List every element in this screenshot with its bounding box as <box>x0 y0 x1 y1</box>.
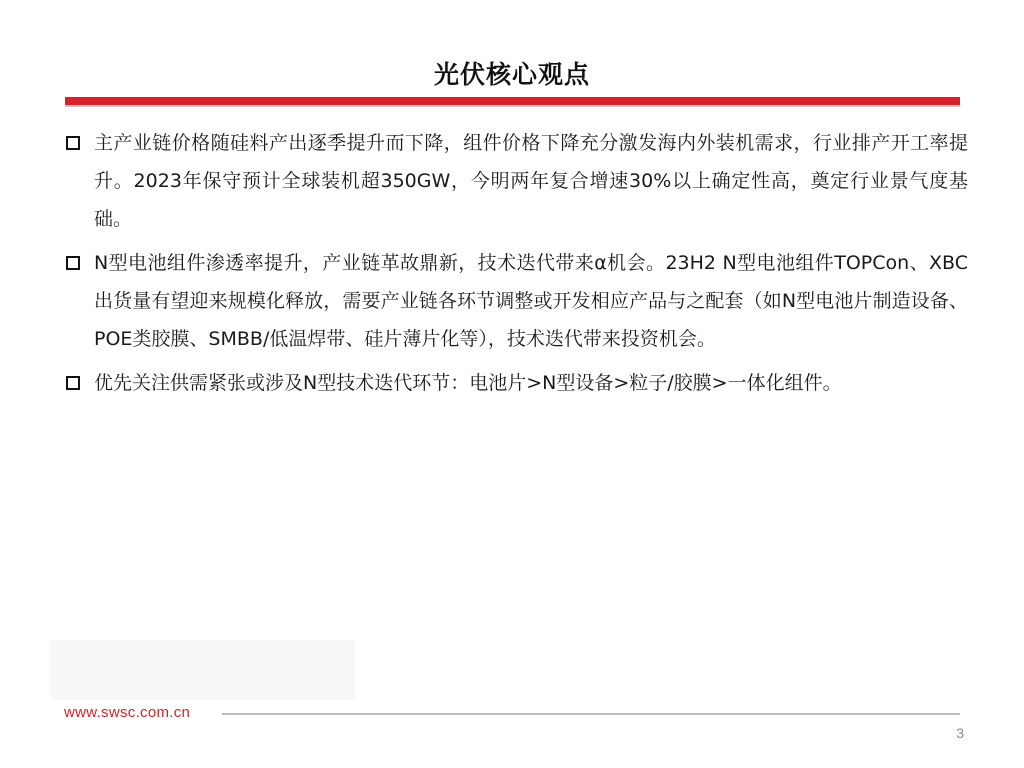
title-divider <box>65 97 960 105</box>
square-bullet-icon <box>66 376 80 390</box>
key-point-text: 优先关注供需紧张或涉及N型技术迭代环节：电池片>N型设备>粒子/胶膜>一体化组件。 <box>94 372 842 394</box>
square-bullet-icon <box>66 256 80 270</box>
footer-divider <box>222 713 960 715</box>
key-point-text: N型电池组件渗透率提升，产业链革故鼎新，技术迭代带来α机会。23H2 N型电池组件TOPCon、XBC出货量有望迎来规模化释放，需要产业链各环节调整或开发相应产品与之配套（如N型电池片制造设备、POE类胶膜、SMBB/低温焊带、硅片薄片化等），技术迭代带来投资机会。 <box>94 252 968 350</box>
key-point-1 <box>62 124 968 238</box>
page-number: 3 <box>956 725 964 741</box>
footer-watermark-area <box>50 640 355 700</box>
key-point-2 <box>62 244 968 358</box>
key-point-text: 主产业链价格随硅料产出逐季提升而下降，组件价格下降充分激发海内外装机需求，行业排产开工率提升。2023年保守预计全球装机超350GW，今明两年复合增速30%以上确定性高，奠定行业景气度基础。 <box>94 132 968 230</box>
key-point-3 <box>62 364 968 402</box>
square-bullet-icon <box>66 136 80 150</box>
title-divider-shadow <box>65 105 960 107</box>
footer-website-link[interactable]: www.swsc.com.cn <box>64 704 191 721</box>
page-title: 光伏核心观点 <box>433 60 590 89</box>
key-points-list <box>62 124 968 408</box>
